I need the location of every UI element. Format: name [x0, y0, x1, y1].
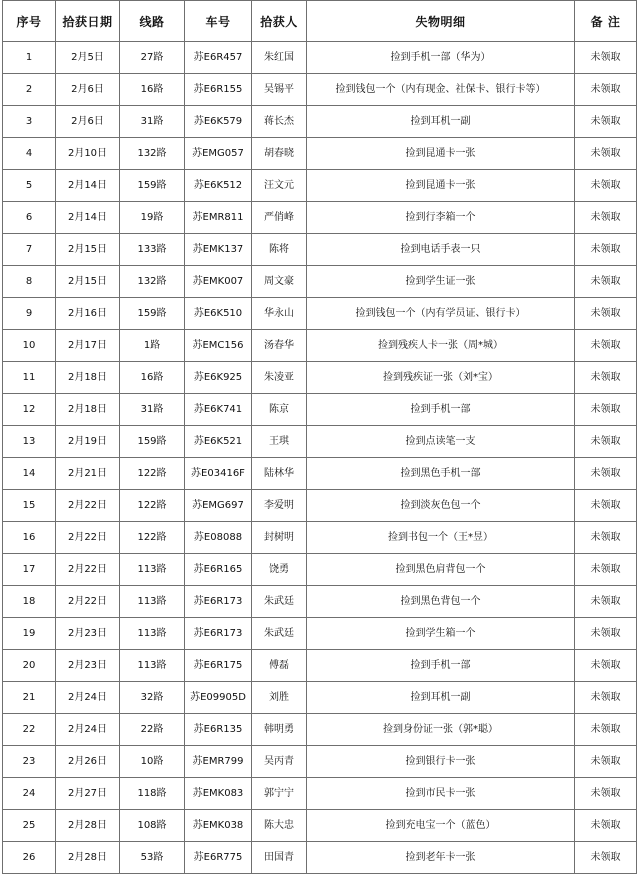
bus-number-cell: 苏EMR811	[185, 202, 252, 234]
item-details-cell: 捡到充电宝一个（蓝色）	[307, 810, 575, 842]
finder-cell: 陈京	[252, 394, 307, 426]
remarks-cell: 未领取	[575, 618, 637, 650]
bus-number-cell: 苏EMK083	[185, 778, 252, 810]
table-body	[3, 42, 637, 874]
bus-number-cell: 苏E6R175	[185, 650, 252, 682]
item-details-cell: 捡到手机一部	[307, 394, 575, 426]
bus-number-cell: 苏EMK038	[185, 810, 252, 842]
bus-number-cell: 苏E09905D	[185, 682, 252, 714]
found-date-cell: 2月6日	[56, 106, 120, 138]
serial-number-cell: 1	[3, 42, 56, 74]
route-cell: 159路	[120, 298, 185, 330]
item-details-cell: 捡到残疾证一张（刘*宝）	[307, 362, 575, 394]
route-cell: 27路	[120, 42, 185, 74]
finder-cell: 朱武廷	[252, 586, 307, 618]
serial-number-cell: 14	[3, 458, 56, 490]
item-details-cell: 捡到学生箱一个	[307, 618, 575, 650]
found-date-cell: 2月22日	[56, 490, 120, 522]
bus-number-cell: 苏EMG057	[185, 138, 252, 170]
item-details-cell: 捡到点读笔一支	[307, 426, 575, 458]
remarks-cell: 未领取	[575, 362, 637, 394]
finder-cell: 吴锡平	[252, 74, 307, 106]
serial-number-cell: 3	[3, 106, 56, 138]
route-cell: 122路	[120, 490, 185, 522]
finder-cell: 朱武廷	[252, 618, 307, 650]
item-details-cell: 捡到老年卡一张	[307, 842, 575, 874]
table-row	[3, 266, 637, 298]
found-date-cell: 2月24日	[56, 714, 120, 746]
serial-number-cell: 23	[3, 746, 56, 778]
item-details-cell: 捡到学生证一张	[307, 266, 575, 298]
remarks-cell: 未领取	[575, 522, 637, 554]
finder-cell: 蒋长杰	[252, 106, 307, 138]
item-details-cell: 捡到钱包一个（内有现金、社保卡、银行卡等）	[307, 74, 575, 106]
bus-number-cell: 苏E6K521	[185, 426, 252, 458]
found-date-cell: 2月27日	[56, 778, 120, 810]
serial-number-cell: 13	[3, 426, 56, 458]
remarks-cell: 未领取	[575, 490, 637, 522]
finder-cell: 吴丙青	[252, 746, 307, 778]
serial-number-cell: 24	[3, 778, 56, 810]
item-details-cell: 捡到行李箱一个	[307, 202, 575, 234]
serial-number-cell: 21	[3, 682, 56, 714]
remarks-cell: 未领取	[575, 586, 637, 618]
header-remarks: 备 注	[575, 1, 637, 42]
bus-number-cell: 苏E6R155	[185, 74, 252, 106]
bus-number-cell: 苏E6R135	[185, 714, 252, 746]
route-cell: 19路	[120, 202, 185, 234]
finder-cell: 陈大忠	[252, 810, 307, 842]
lost-and-found-table	[2, 0, 637, 874]
serial-number-cell: 2	[3, 74, 56, 106]
found-date-cell: 2月16日	[56, 298, 120, 330]
finder-cell: 王琪	[252, 426, 307, 458]
route-cell: 132路	[120, 266, 185, 298]
route-cell: 32路	[120, 682, 185, 714]
remarks-cell: 未领取	[575, 170, 637, 202]
found-date-cell: 2月22日	[56, 554, 120, 586]
finder-cell: 陆林华	[252, 458, 307, 490]
table-row	[3, 138, 637, 170]
table-row	[3, 554, 637, 586]
bus-number-cell: 苏E6K510	[185, 298, 252, 330]
header-route: 线路	[120, 1, 185, 42]
table-row	[3, 714, 637, 746]
found-date-cell: 2月18日	[56, 362, 120, 394]
serial-number-cell: 12	[3, 394, 56, 426]
route-cell: 53路	[120, 842, 185, 874]
item-details-cell: 捡到耳机一副	[307, 682, 575, 714]
finder-cell: 朱红国	[252, 42, 307, 74]
serial-number-cell: 6	[3, 202, 56, 234]
item-details-cell: 捡到手机一部	[307, 650, 575, 682]
serial-number-cell: 16	[3, 522, 56, 554]
table-row	[3, 298, 637, 330]
remarks-cell: 未领取	[575, 42, 637, 74]
serial-number-cell: 19	[3, 618, 56, 650]
route-cell: 1路	[120, 330, 185, 362]
found-date-cell: 2月22日	[56, 586, 120, 618]
remarks-cell: 未领取	[575, 266, 637, 298]
finder-cell: 汤春华	[252, 330, 307, 362]
remarks-cell: 未领取	[575, 778, 637, 810]
table-row	[3, 618, 637, 650]
finder-cell: 李爱明	[252, 490, 307, 522]
table-row	[3, 778, 637, 810]
header-found-date: 拾获日期	[56, 1, 120, 42]
item-details-cell: 捡到身份证一张（郭*聪）	[307, 714, 575, 746]
serial-number-cell: 7	[3, 234, 56, 266]
finder-cell: 郭宁宁	[252, 778, 307, 810]
table-row	[3, 170, 637, 202]
finder-cell: 朱凌亚	[252, 362, 307, 394]
serial-number-cell: 5	[3, 170, 56, 202]
item-details-cell: 捡到耳机一副	[307, 106, 575, 138]
finder-cell: 汪文元	[252, 170, 307, 202]
remarks-cell: 未领取	[575, 842, 637, 874]
table-row	[3, 810, 637, 842]
serial-number-cell: 22	[3, 714, 56, 746]
found-date-cell: 2月18日	[56, 394, 120, 426]
bus-number-cell: 苏E6R165	[185, 554, 252, 586]
header-finder: 拾获人	[252, 1, 307, 42]
found-date-cell: 2月14日	[56, 170, 120, 202]
bus-number-cell: 苏E6K741	[185, 394, 252, 426]
remarks-cell: 未领取	[575, 458, 637, 490]
bus-number-cell: 苏EMR799	[185, 746, 252, 778]
table-row	[3, 682, 637, 714]
found-date-cell: 2月17日	[56, 330, 120, 362]
remarks-cell: 未领取	[575, 330, 637, 362]
bus-number-cell: 苏E6R775	[185, 842, 252, 874]
item-details-cell: 捡到黑色肩背包一个	[307, 554, 575, 586]
header-item-details: 失物明细	[307, 1, 575, 42]
finder-cell: 田国青	[252, 842, 307, 874]
bus-number-cell: 苏EMK007	[185, 266, 252, 298]
table-row	[3, 394, 637, 426]
remarks-cell: 未领取	[575, 746, 637, 778]
table-row	[3, 234, 637, 266]
table-row	[3, 106, 637, 138]
bus-number-cell: 苏E6R173	[185, 586, 252, 618]
finder-cell: 华永山	[252, 298, 307, 330]
bus-number-cell: 苏EMK137	[185, 234, 252, 266]
finder-cell: 韩明勇	[252, 714, 307, 746]
finder-cell: 陈将	[252, 234, 307, 266]
item-details-cell: 捡到残疾人卡一张（周*城）	[307, 330, 575, 362]
remarks-cell: 未领取	[575, 426, 637, 458]
remarks-cell: 未领取	[575, 106, 637, 138]
item-details-cell: 捡到银行卡一张	[307, 746, 575, 778]
found-date-cell: 2月10日	[56, 138, 120, 170]
route-cell: 31路	[120, 394, 185, 426]
item-details-cell: 捡到昆通卡一张	[307, 138, 575, 170]
serial-number-cell: 9	[3, 298, 56, 330]
remarks-cell: 未领取	[575, 810, 637, 842]
remarks-cell: 未领取	[575, 234, 637, 266]
serial-number-cell: 8	[3, 266, 56, 298]
item-details-cell: 捡到市民卡一张	[307, 778, 575, 810]
item-details-cell: 捡到钱包一个（内有学员证、银行卡）	[307, 298, 575, 330]
bus-number-cell: 苏E6K579	[185, 106, 252, 138]
serial-number-cell: 26	[3, 842, 56, 874]
finder-cell: 周文豪	[252, 266, 307, 298]
route-cell: 159路	[120, 426, 185, 458]
found-date-cell: 2月28日	[56, 842, 120, 874]
item-details-cell: 捡到黑色背包一个	[307, 586, 575, 618]
table-header	[3, 1, 637, 42]
table-row	[3, 42, 637, 74]
table-row	[3, 202, 637, 234]
serial-number-cell: 10	[3, 330, 56, 362]
found-date-cell: 2月5日	[56, 42, 120, 74]
found-date-cell: 2月28日	[56, 810, 120, 842]
route-cell: 113路	[120, 554, 185, 586]
route-cell: 122路	[120, 458, 185, 490]
serial-number-cell: 17	[3, 554, 56, 586]
bus-number-cell: 苏E03416F	[185, 458, 252, 490]
route-cell: 16路	[120, 362, 185, 394]
remarks-cell: 未领取	[575, 138, 637, 170]
header-serial-number: 序号	[3, 1, 56, 42]
found-date-cell: 2月23日	[56, 618, 120, 650]
found-date-cell: 2月15日	[56, 266, 120, 298]
bus-number-cell: 苏E08088	[185, 522, 252, 554]
header-row	[3, 1, 637, 42]
remarks-cell: 未领取	[575, 74, 637, 106]
table-row	[3, 74, 637, 106]
serial-number-cell: 20	[3, 650, 56, 682]
finder-cell: 胡春晓	[252, 138, 307, 170]
found-date-cell: 2月23日	[56, 650, 120, 682]
route-cell: 10路	[120, 746, 185, 778]
route-cell: 31路	[120, 106, 185, 138]
table-row	[3, 362, 637, 394]
bus-number-cell: 苏EMC156	[185, 330, 252, 362]
finder-cell: 封树明	[252, 522, 307, 554]
table-row	[3, 842, 637, 874]
remarks-cell: 未领取	[575, 682, 637, 714]
bus-number-cell: 苏EMG697	[185, 490, 252, 522]
serial-number-cell: 11	[3, 362, 56, 394]
remarks-cell: 未领取	[575, 298, 637, 330]
found-date-cell: 2月24日	[56, 682, 120, 714]
found-date-cell: 2月6日	[56, 74, 120, 106]
remarks-cell: 未领取	[575, 202, 637, 234]
bus-number-cell: 苏E6K512	[185, 170, 252, 202]
serial-number-cell: 25	[3, 810, 56, 842]
remarks-cell: 未领取	[575, 714, 637, 746]
route-cell: 132路	[120, 138, 185, 170]
item-details-cell: 捡到淡灰色包一个	[307, 490, 575, 522]
found-date-cell: 2月19日	[56, 426, 120, 458]
table-row	[3, 426, 637, 458]
header-bus-number: 车号	[185, 1, 252, 42]
table-row	[3, 458, 637, 490]
found-date-cell: 2月21日	[56, 458, 120, 490]
route-cell: 118路	[120, 778, 185, 810]
item-details-cell: 捡到手机一部（华为）	[307, 42, 575, 74]
serial-number-cell: 18	[3, 586, 56, 618]
route-cell: 16路	[120, 74, 185, 106]
found-date-cell: 2月15日	[56, 234, 120, 266]
found-date-cell: 2月14日	[56, 202, 120, 234]
table-row	[3, 586, 637, 618]
item-details-cell: 捡到昆通卡一张	[307, 170, 575, 202]
route-cell: 159路	[120, 170, 185, 202]
route-cell: 108路	[120, 810, 185, 842]
finder-cell: 傅磊	[252, 650, 307, 682]
serial-number-cell: 15	[3, 490, 56, 522]
route-cell: 22路	[120, 714, 185, 746]
finder-cell: 饶勇	[252, 554, 307, 586]
item-details-cell: 捡到电话手表一只	[307, 234, 575, 266]
finder-cell: 刘胜	[252, 682, 307, 714]
route-cell: 113路	[120, 650, 185, 682]
finder-cell: 严俏峰	[252, 202, 307, 234]
table-row	[3, 330, 637, 362]
serial-number-cell: 4	[3, 138, 56, 170]
route-cell: 113路	[120, 618, 185, 650]
table-row	[3, 522, 637, 554]
table-row	[3, 746, 637, 778]
bus-number-cell: 苏E6R457	[185, 42, 252, 74]
table-row	[3, 650, 637, 682]
remarks-cell: 未领取	[575, 650, 637, 682]
route-cell: 133路	[120, 234, 185, 266]
bus-number-cell: 苏E6K925	[185, 362, 252, 394]
remarks-cell: 未领取	[575, 394, 637, 426]
item-details-cell: 捡到书包一个（王*昱）	[307, 522, 575, 554]
bus-number-cell: 苏E6R173	[185, 618, 252, 650]
found-date-cell: 2月22日	[56, 522, 120, 554]
route-cell: 122路	[120, 522, 185, 554]
found-date-cell: 2月26日	[56, 746, 120, 778]
remarks-cell: 未领取	[575, 554, 637, 586]
route-cell: 113路	[120, 586, 185, 618]
table-row	[3, 490, 637, 522]
item-details-cell: 捡到黑色手机一部	[307, 458, 575, 490]
